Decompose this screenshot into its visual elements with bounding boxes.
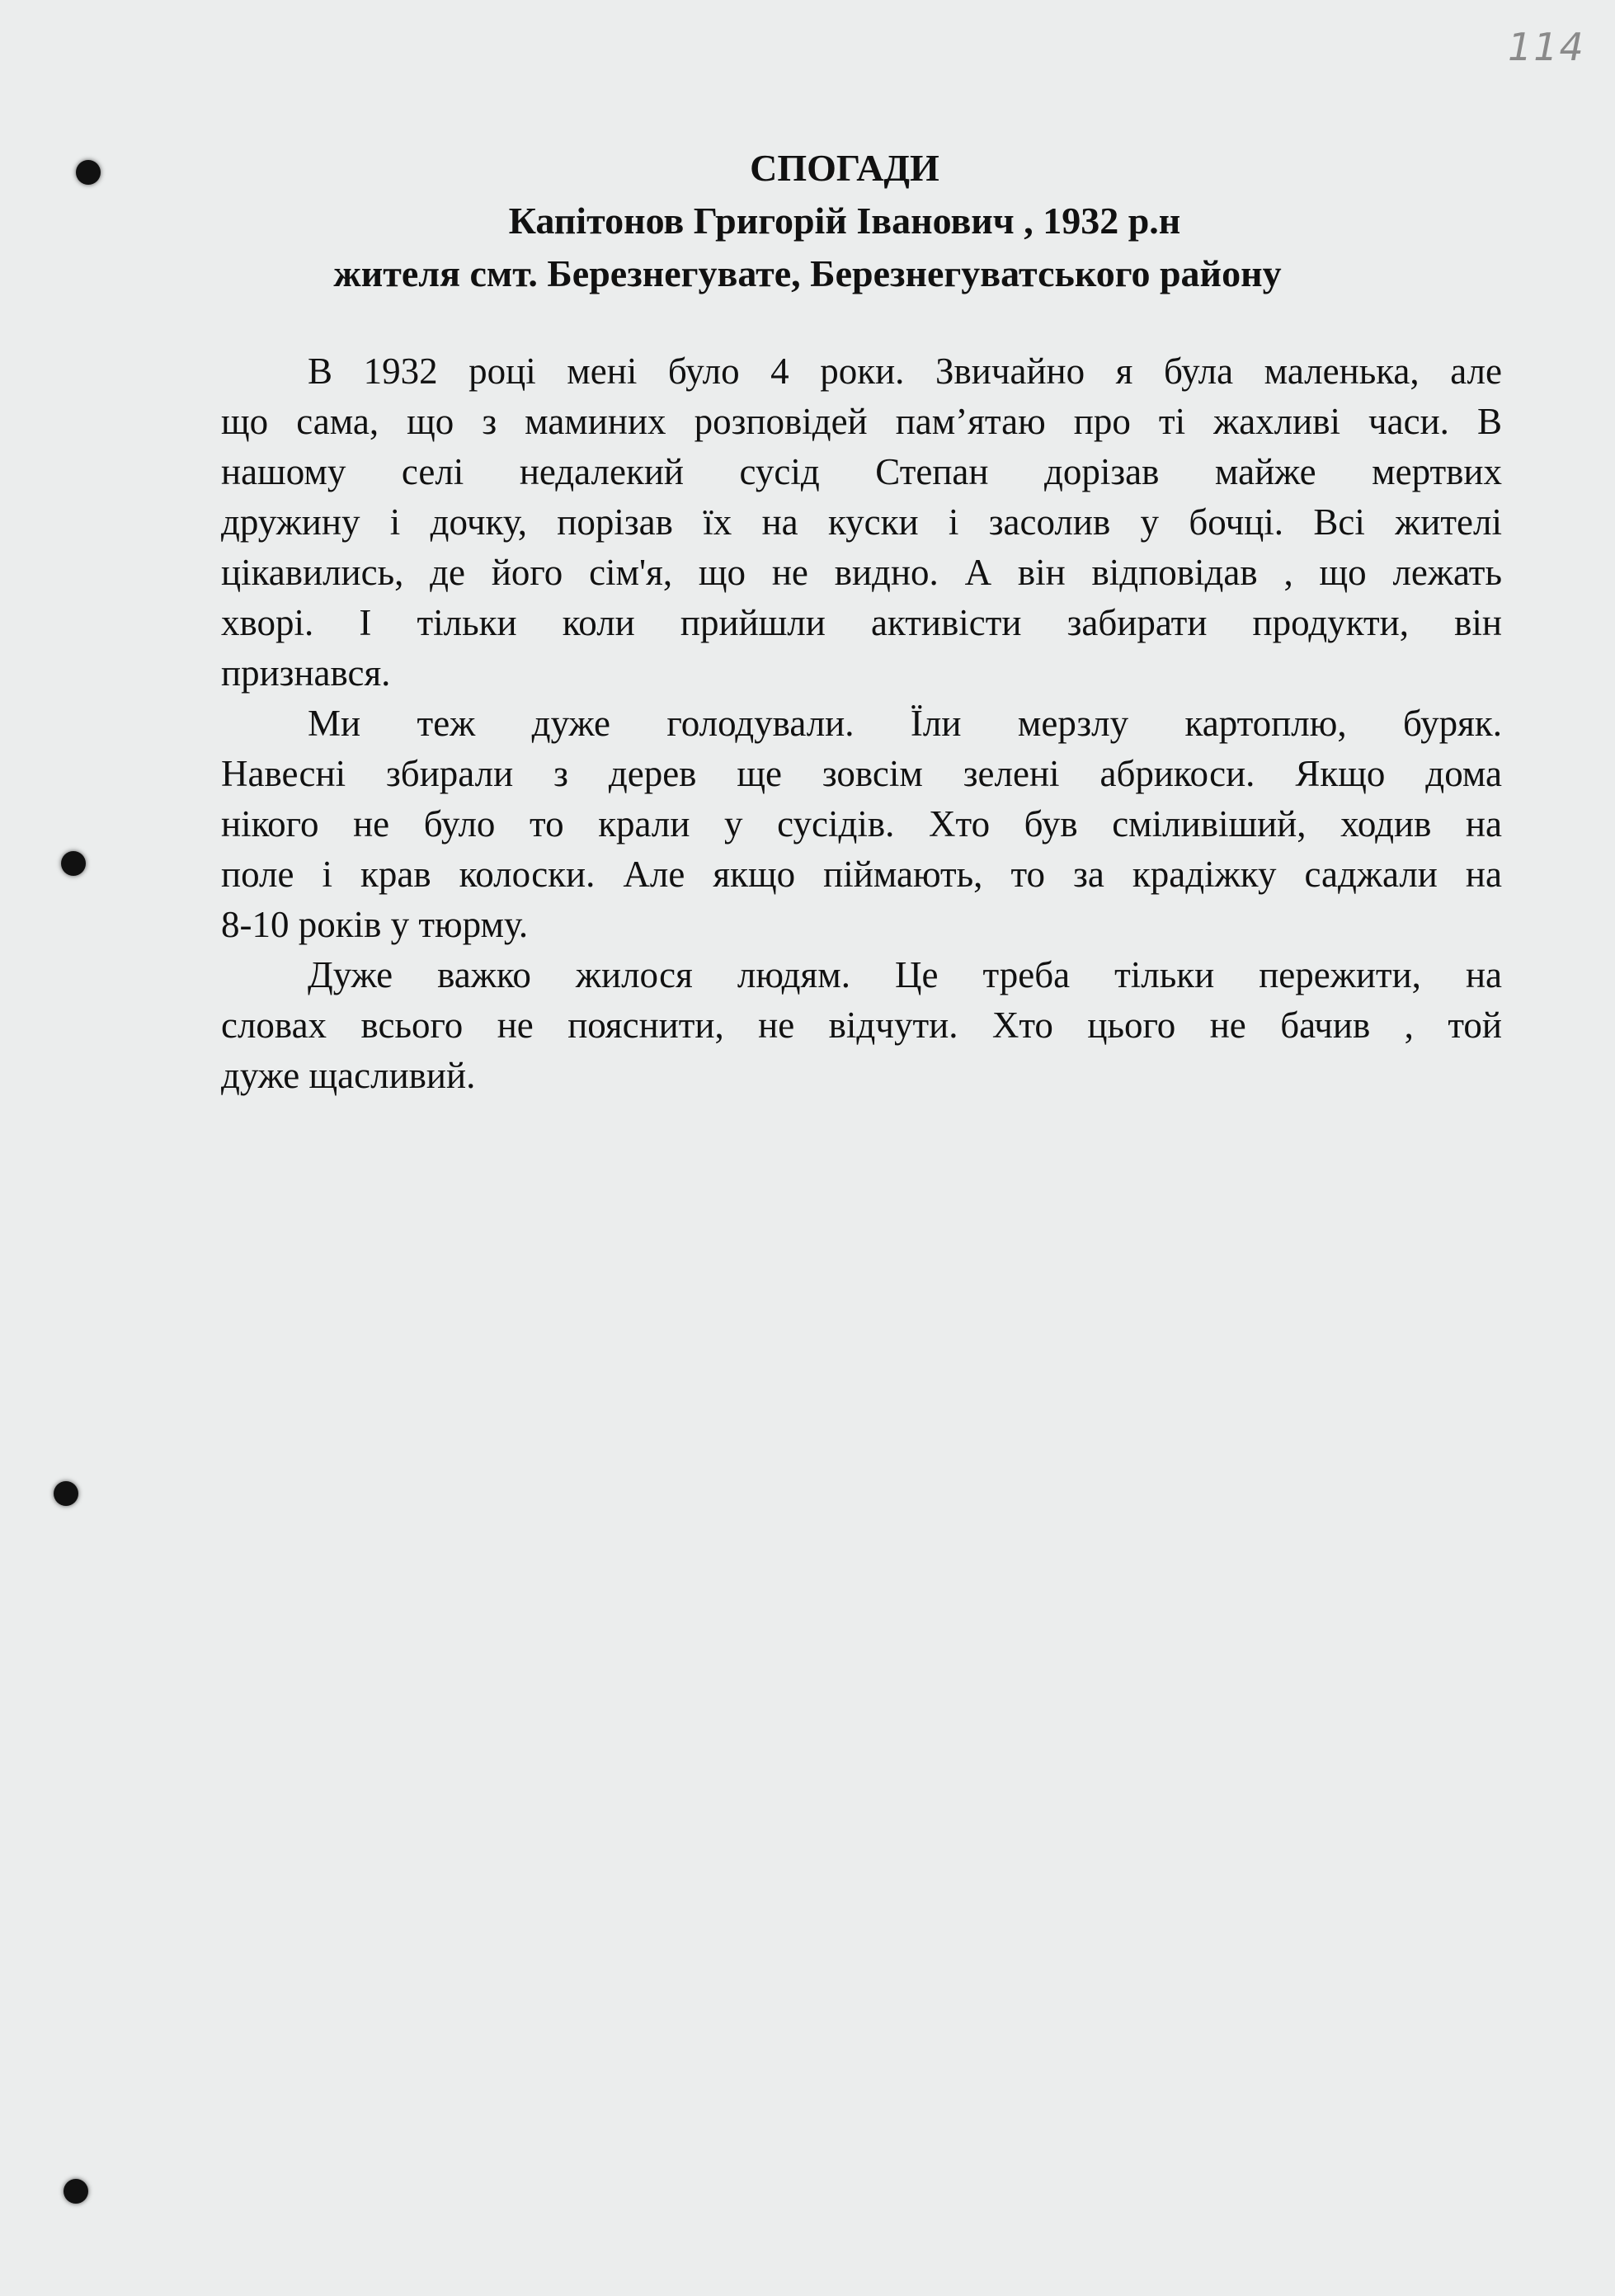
text-line: дуже щасливий.: [221, 1055, 476, 1096]
text-line: поле і крав колоски. Але якщо піймають, то за крадіжку саджали на: [221, 854, 1502, 895]
punch-hole: [61, 851, 86, 876]
punch-hole: [54, 1481, 78, 1506]
text-line: 8-10 років у тюрму.: [221, 904, 529, 945]
text-line: признався.: [221, 652, 391, 694]
text-line: Ми теж дуже голодували. Їли мерзлу картоплю, буряк.: [308, 703, 1502, 744]
text-line: словах всього не пояснити, не відчути. Хто цього не бачив , той: [221, 1004, 1502, 1046]
text-line: В 1932 році мені було 4 роки. Звичайно я була маленька, але: [308, 351, 1502, 392]
author-name: Капітонов Григорій Іванович , 1932 р.н: [508, 200, 1181, 242]
document-title: СПОГАДИ: [750, 147, 939, 189]
paragraph: [221, 950, 1502, 1101]
document-body: [221, 346, 1502, 1101]
text-line: Навесні збирали з дерев ще зовсім зелені абрикоси. Якщо дома: [221, 753, 1502, 794]
text-line: цікавились, де його сім'я, що не видно. А він відповідав , що лежать: [221, 552, 1502, 593]
text-line: що сама, що з маминих розповідей пам’ятаю про ті жахливі часи. В: [221, 401, 1502, 442]
text-line: хворі. І тільки коли прийшли активісти забирати продукти, він: [221, 602, 1502, 643]
paragraph: [221, 346, 1502, 699]
handwritten-page-number: 114: [1508, 25, 1585, 69]
text-line: нашому селі недалекий сусід Степан дорізав майже мертвих: [221, 451, 1502, 492]
text-line: нікого не було то крали у сусідів. Хто був сміливіший, ходив на: [221, 803, 1502, 845]
text-line: дружину і дочку, порізав їх на куски і засолив у бочці. Всі жителі: [221, 501, 1502, 543]
author-residence: жителя смт. Березнегувате, Березнегуватського району: [333, 252, 1282, 294]
paragraph: [221, 699, 1502, 950]
punch-hole: [64, 2179, 88, 2204]
document-header: [0, 142, 1615, 300]
text-line: Дуже важко жилося людям. Це треба тільки пережити, на: [308, 954, 1502, 995]
